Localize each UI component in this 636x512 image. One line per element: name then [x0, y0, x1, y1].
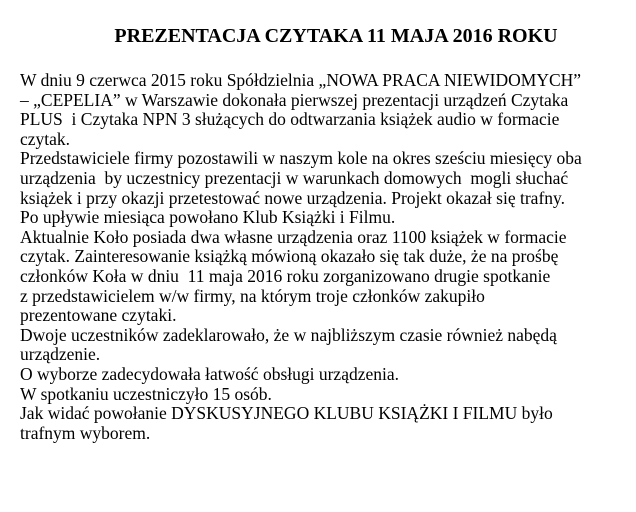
text-line: O wyborze zadecydowała łatwość obsługi urządzenia. [20, 363, 400, 384]
text-line: prezentowane czytaki. [20, 305, 177, 326]
text-line: Dwoje uczestników zadeklarowało, że w najbliższym czasie również nabędą [20, 324, 557, 345]
text-line: Po upływie miesiąca powołano Klub Książki i Filmu. [20, 207, 396, 228]
text-line: PLUS i Czytaka NPN 3 służących do odtwarzania książek audio w formacie [20, 109, 560, 130]
page-title: PREZENTACJA CZYTAKA 11 MAJA 2016 ROKU [114, 25, 558, 47]
text-line: – „CEPELIA” w Warszawie dokonała pierwszej prezentacji urządzeń Czytaka [20, 89, 569, 110]
text-line: Jak widać powołanie DYSKUSYJNEGO KLUBU KSIĄŻKI I FILMU było [20, 403, 553, 424]
text-line: książek i przy okazji przetestować nowe urządzenia. Projekt okazał się trafny. [20, 187, 566, 208]
text-line: urządzenie. [20, 344, 101, 365]
text-line: członków Koła w dniu 11 maja 2016 roku zorganizowano drugie spotkanie [20, 265, 551, 286]
text-line: urządzenia by uczestnicy prezentacji w warunkach domowych mogli słuchać [20, 167, 569, 188]
text-line: czytak. Zainteresowanie książką mówioną okazało się tak duże, że na prośbę [20, 246, 559, 267]
text-line: W spotkaniu uczestniczyło 15 osób. [20, 383, 272, 404]
article-body [20, 71, 630, 443]
text-line: czytak. [20, 128, 71, 149]
text-line: Aktualnie Koło posiada dwa własne urządzenia oraz 1100 książek w formacie [20, 226, 567, 247]
text-line: z przedstawicielem w/w firmy, na którym troje członków zakupiło [20, 285, 485, 306]
text-line: Przedstawiciele firmy pozostawili w naszym kole na okres sześciu miesięcy oba [20, 148, 582, 169]
text-line: W dniu 9 czerwca 2015 roku Spółdzielnia „NOWA PRACA NIEWIDOMYCH” [20, 70, 582, 90]
text-line: trafnym wyborem. [20, 422, 151, 443]
